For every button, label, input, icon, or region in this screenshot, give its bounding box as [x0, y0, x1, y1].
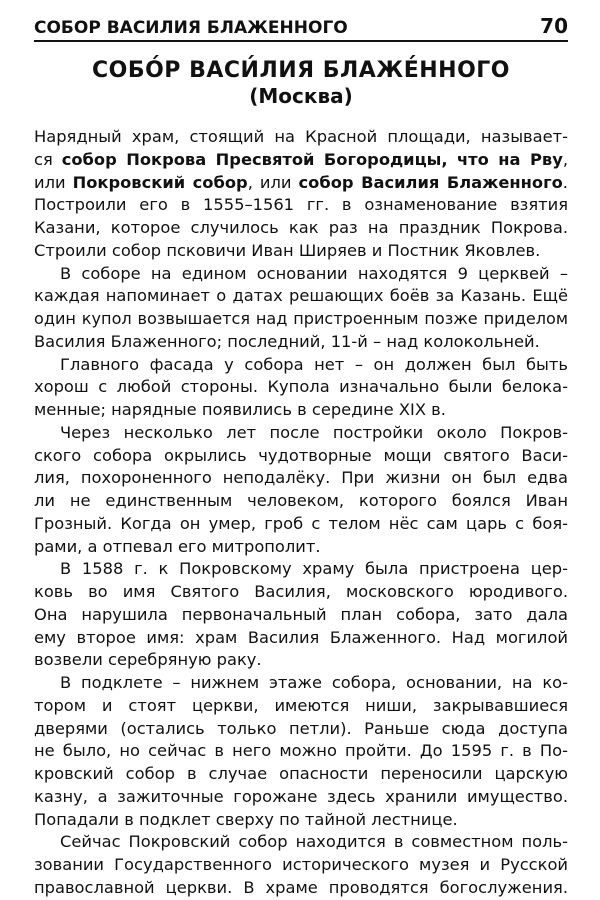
text-line: В подклете – нижнем этаже собора, основании, на ко- [60, 673, 568, 692]
text-line: Попадали в подклет сверху по тайной лестнице. [34, 809, 458, 829]
text-line [34, 172, 568, 195]
text-run: . [562, 172, 568, 192]
article-subtitle: (Москва) [249, 84, 353, 108]
text-line: лия, похороненного неподалёку. При жизни он был едва [34, 468, 568, 488]
paragraph-6 [34, 672, 568, 831]
text-line: не было, но сейчас в него можно пройти. До 1595 г. в По- [34, 741, 568, 761]
paragraph-1 [34, 126, 568, 263]
text-run: , [562, 149, 568, 169]
text-line: ему второе имя: храм Василия Блаженного. Над могилой [34, 627, 568, 647]
page [34, 12, 568, 900]
text-line: рами, а отпевал его митрополит. [34, 536, 321, 556]
text-line: Василия Блаженного; последний, 11-й – над колокольней. [34, 331, 540, 351]
text-line: каждая напоминает о датах решающих боёв за Казань. Ещё [34, 286, 568, 306]
text-run: , или [247, 172, 299, 192]
text-line: Главного фасада у собора нет – он должен был быть [60, 354, 568, 374]
text-line: В соборе на едином основании находятся 9 церквей – [60, 263, 568, 283]
text-line: В 1588 г. к Покровскому храму была пристроена цер- [60, 559, 568, 579]
text-line: Сейчас Покровский собор находится в совместном поль- [60, 832, 568, 852]
paragraph-3 [34, 354, 568, 422]
text-run: ся [34, 149, 62, 169]
bold-name-pokrovsky: Покровский собор [72, 172, 248, 192]
text-line: зовании Государственного исторического музея и Русской [34, 855, 568, 874]
text-line: Казани, которое случилось как раз на праздник Покрова. [34, 218, 568, 237]
text-line: тором и стоят церкви, имеются ниши, закрывавшиеся [34, 695, 568, 715]
text-line: один купол возвышается над пристроенным позже приделом [34, 309, 568, 328]
text-line: Она нарушила первоначальный план собора, зато дала [34, 604, 568, 624]
text-line: Через несколько лет после постройки около Покров- [60, 422, 568, 442]
text-line: православной церкви. В храме проводятся богослужения. [34, 877, 568, 897]
paragraph-2 [34, 263, 568, 354]
text-line: возвели серебряную раку. [34, 650, 262, 670]
text-line: Построили его в 1555–1561 гг. в ознаменование взятия [34, 195, 568, 215]
text-line: менные; нарядные появились в середине XIX в. [34, 400, 446, 419]
text-line: Грозный. Когда он умер, гроб с телом нёс сам царь с боя- [34, 513, 568, 533]
text-line: казну, а зажиточные горожане здесь хранили имущество. [34, 786, 568, 806]
text-line [34, 149, 568, 172]
running-header [34, 12, 568, 42]
text-line: Нарядный храм, стоящий на Красной площади, называет- [34, 127, 568, 146]
page-number: 70 [540, 14, 568, 38]
bold-name-vasily: собор Василия Блаженного [298, 172, 563, 192]
text-line: дверями (остались только петли). Раньше сюда доступа [34, 718, 568, 738]
paragraph-7 [34, 831, 568, 899]
text-line: Строили собор псковичи Иван Ширяев и Постник Яковлев. [34, 240, 541, 260]
text-run: или [34, 172, 73, 192]
text-line: ковь во имя Святого Василия, московского юродивого. [34, 582, 568, 601]
text-line: ского собора окрылись чудотворные мощи святого Васи- [34, 445, 568, 465]
article-body [34, 126, 568, 900]
text-line: кровский собор в случае опасности переносили царскую [34, 764, 568, 783]
article-title-block [34, 58, 568, 108]
text-line: хорош с любой стороны. Купола изначально были белока- [34, 377, 568, 397]
bold-name-pokrov: собор Покрова Пресвятой Богородицы, что на Рву [61, 149, 563, 169]
article-title: СОБО́Р ВАСИ́ЛИЯ БЛАЖЕ́ННОГО [91, 58, 510, 83]
paragraph-4 [34, 422, 568, 559]
paragraph-5 [34, 558, 568, 672]
running-title: СОБОР ВАСИЛИЯ БЛАЖЕННОГО [34, 18, 348, 38]
text-line: ли не единственным человеком, которого боялся Иван [34, 491, 568, 510]
